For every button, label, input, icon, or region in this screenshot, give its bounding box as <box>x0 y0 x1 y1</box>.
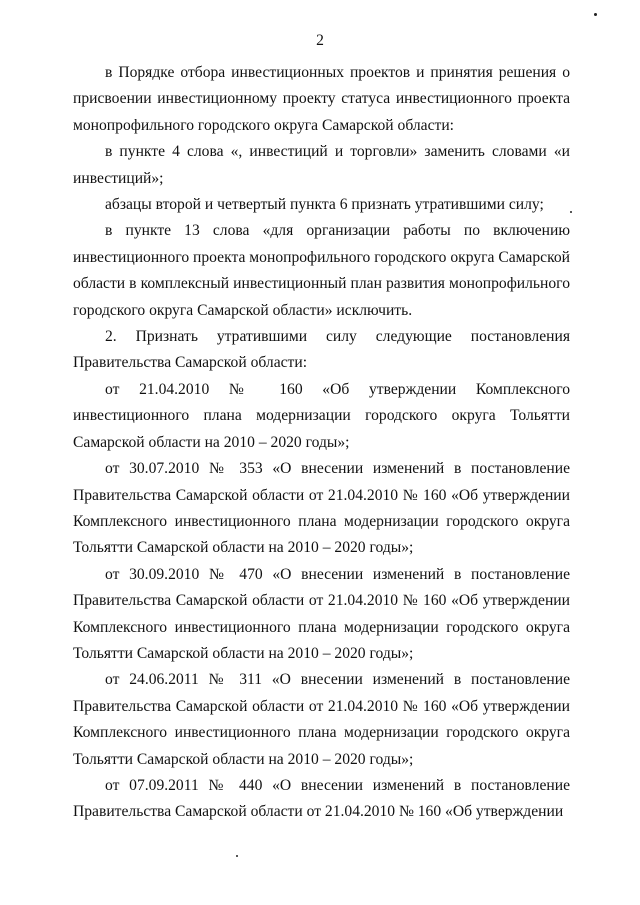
paragraph-item-2: 2. Признать утратившими силу следующие постановления Правительства Самарской области: <box>73 328 570 372</box>
paragraph-resolution-470: от 30.09.2010 № 470 «О внесении изменений в постановление Правительства Самарской области от 21.04.2010 № 160 «Об утверждении Комплексного инвестиционного плана модернизации городского округа Тольятти Самарской области на 2010 – 2020 годы»; <box>73 565 570 662</box>
paragraph-resolution-440: от 07.09.2011 № 440 «О внесении изменений в постановление Правительства Самарской области от 21.04.2010 № 160 «Об утверждении <box>73 776 570 821</box>
paragraph-point-4: в пункте 4 слова «, инвестиций и торговли» заменить словами «и инвестиций»; <box>73 143 570 187</box>
scan-speck <box>570 211 572 213</box>
paragraph-resolution-353: от 30.07.2010 № 353 «О внесении изменений в постановление Правительства Самарской области от 21.04.2010 № 160 «Об утверждении Комплексного инвестиционного плана модернизации городского округа Тольятти Самарской области на 2010 – 2020 годы»; <box>73 460 570 557</box>
scan-speck <box>236 855 238 857</box>
paragraph-point-6: абзацы второй и четвертый пункта 6 признать утратившими силу; <box>105 196 544 214</box>
document-body <box>73 60 570 826</box>
paragraph-resolution-160: от 21.04.2010 № 160 «Об утверждении Комплексного инвестиционного плана модернизации городского округа Тольятти Самарской области на 2010 – 2020 годы»; <box>73 380 570 451</box>
paragraph-order-amendment: в Порядке отбора инвестиционных проектов и принятия решения о присвоении инвестиционному проекту статуса инвестиционного проекта монопрофильного городского округа Самарской области: <box>73 64 570 134</box>
paragraph-resolution-311: от 24.06.2011 № 311 «О внесении изменений в постановление Правительства Самарской области от 21.04.2010 № 160 «Об утверждении Комплексного инвестиционного плана модернизации городского округа Тольятти Самарской области на 2010 – 2020 годы»; <box>73 671 570 768</box>
scan-speck <box>594 13 597 16</box>
paragraph-point-13: в пункте 13 слова «для организации работы по включению инвестиционного проекта монопрофильного городского округа Самарской области в комплексный инвестиционный план развития монопрофильного городского округа Самарской области» исключить. <box>73 222 570 319</box>
page-number: 2 <box>316 32 324 49</box>
